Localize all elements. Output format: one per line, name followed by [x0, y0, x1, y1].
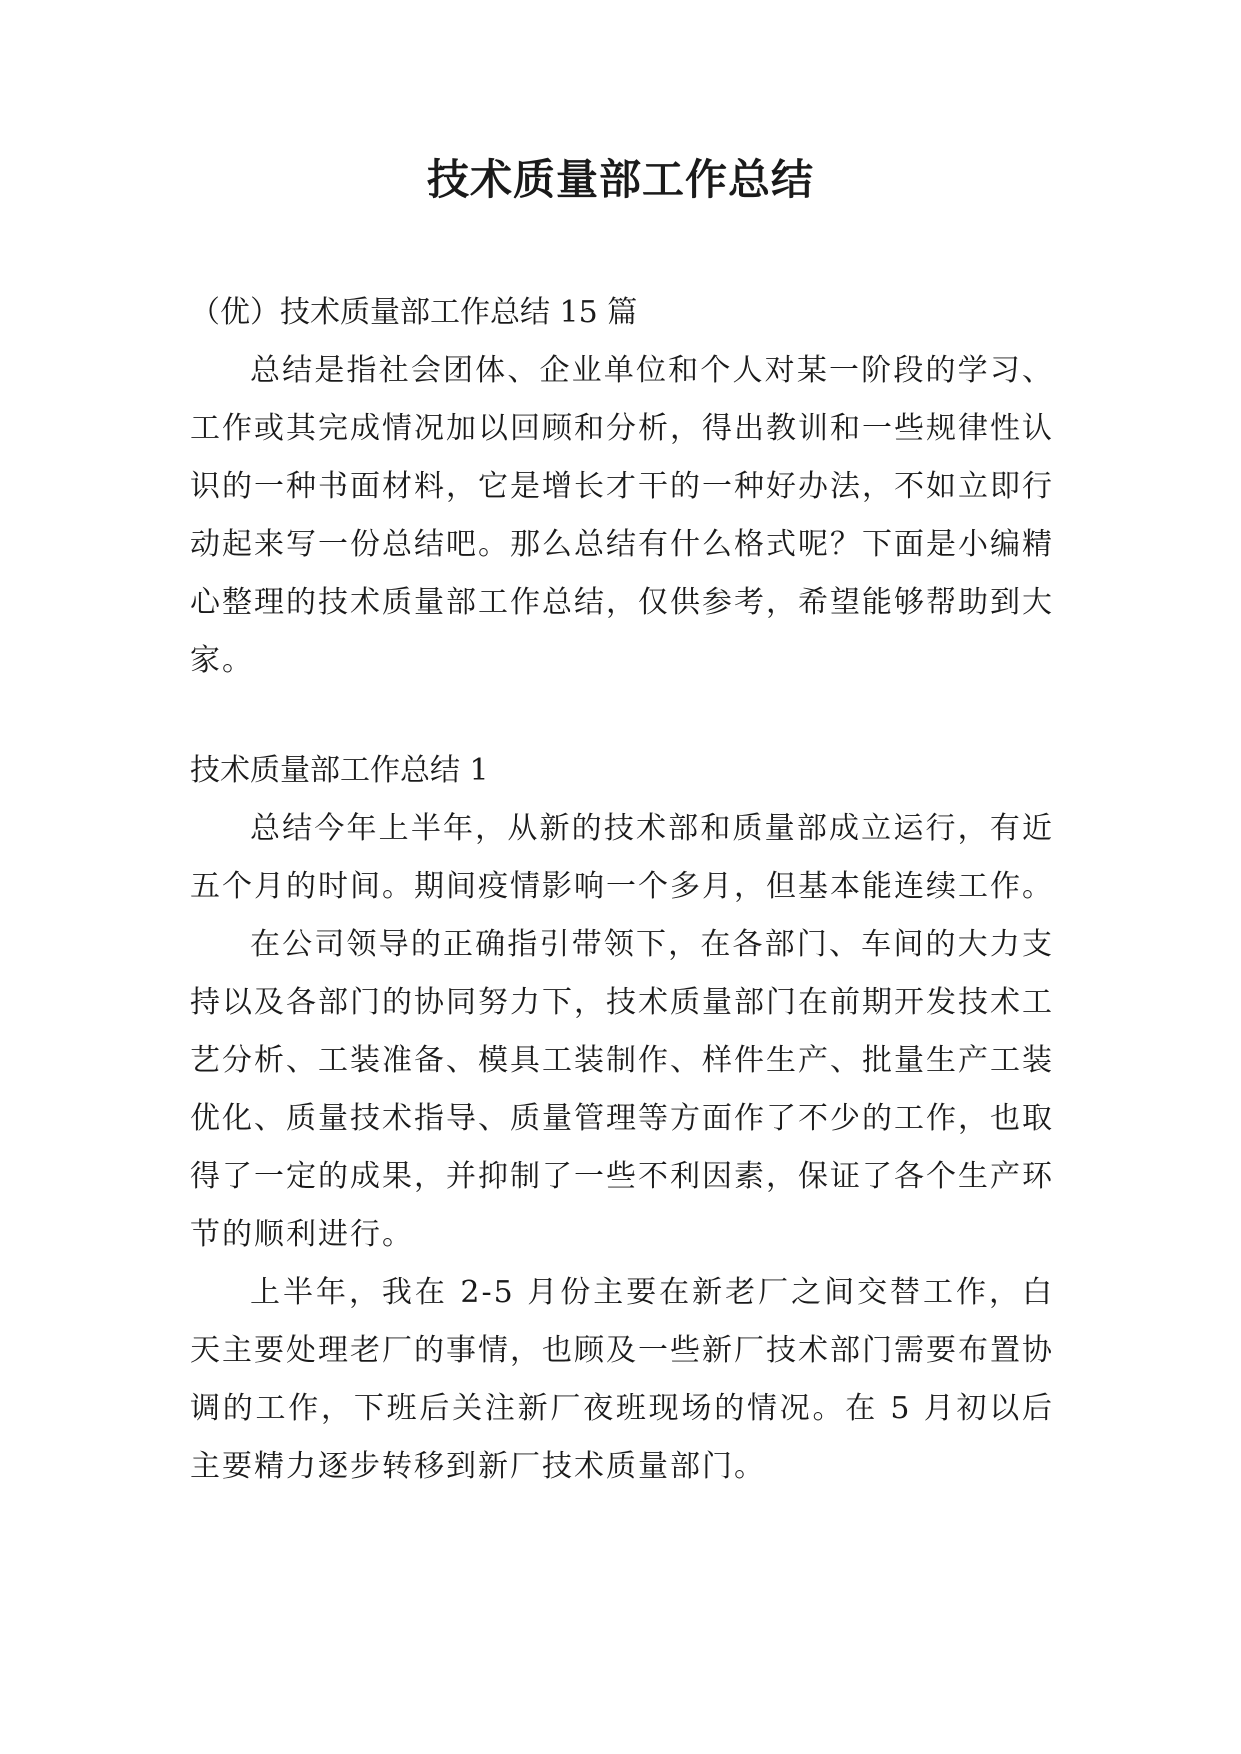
body-paragraph: 总结今年上半年，从新的技术部和质量部成立运行，有近五个月的时间。期间疫情影响一个多月，但基本能连续工作。 [190, 811, 1054, 904]
body-paragraph: 上半年，我在 2-5 月份主要在新老厂之间交替工作，白天主要处理老厂的事情，也顾及一些新厂技术部门需要布置协调的工作，下班后关注新厂夜班现场的情况。在 5 月初以后主要精力逐步转移到新厂技术质量部门。 [190, 1275, 1054, 1484]
intro-paragraph: 总结是指社会团体、企业单位和个人对某一阶段的学习、工作或其完成情况加以回顾和分析，得出教训和一些规律性认识的一种书面材料，它是增长才干的一种好办法，不如立即行动起来写一份总结吧。那么总结有什么格式呢？下面是小编精心整理的技术质量部工作总结，仅供参考，希望能够帮助到大家。 [190, 353, 1054, 678]
document-body [190, 284, 1054, 1496]
body-paragraph: 在公司领导的正确指引带领下，在各部门、车间的大力支持以及各部门的协同努力下，技术质量部门在前期开发技术工艺分析、工装准备、模具工装制作、样件生产、批量生产工装优化、质量技术指导、质量管理等方面作了不少的工作，也取得了一定的成果，并抑制了一些不利因素，保证了各个生产环节的顺利进行。 [190, 927, 1054, 1252]
document-title: 技术质量部工作总结 [426, 155, 814, 204]
section-heading: 技术质量部工作总结 1 [190, 753, 489, 788]
document-subtitle: （优）技术质量部工作总结 15 篇 [190, 295, 638, 330]
section-spacer [190, 690, 1054, 742]
